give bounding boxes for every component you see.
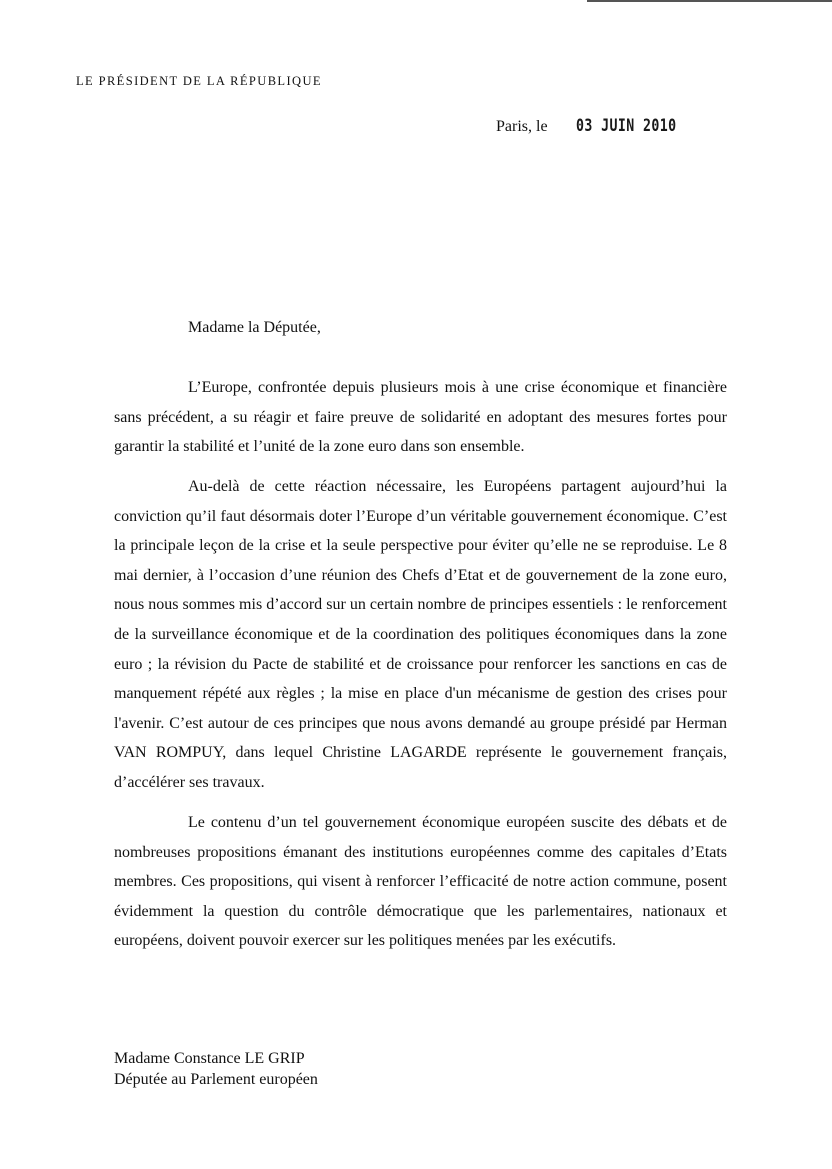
letterhead: LE PRÉSIDENT DE LA RÉPUBLIQUE xyxy=(76,74,322,88)
date-prefix: Paris, le xyxy=(496,118,548,135)
recipient-name: Madame Constance LE GRIP xyxy=(114,1050,305,1067)
recipient-block xyxy=(114,1048,318,1090)
scan-edge-line xyxy=(587,0,832,2)
paragraph-1: L’Europe, confrontée depuis plusieurs mois à une crise économique et financière sans précédent, a su réagir et faire preuve de solidarité en adoptant des mesures fortes pour garantir la stabilité et l’unité de la zone euro dans son ensemble. xyxy=(114,379,727,456)
date-stamp: 03 JUIN 2010 xyxy=(575,116,677,136)
recipient-title: Députée au Parlement européen xyxy=(114,1071,318,1088)
date-line xyxy=(496,116,704,136)
letter-body xyxy=(114,373,727,966)
salutation: Madame la Députée, xyxy=(188,319,321,336)
paragraph-2: Au-delà de cette réaction nécessaire, les Européens partagent aujourd’hui la conviction qu’il faut désormais doter l’Europe d’un véritable gouvernement économique. C’est la principale leçon de la crise et la seule perspective pour éviter qu’elle ne se reproduise. Le 8 mai dernier, à l’occasion d’une réunion des Chefs d’Etat et de gouvernement de la zone euro, nous nous sommes mis d’accord sur un certain nombre de principes essentiels : le renforcement de la surveillance économique et de la coordination des politiques économiques dans la zone euro ; la révision du Pacte de stabilité et de croissance pour renforcer les sanctions en cas de manquement répété aux règles ; la mise en place d'un mécanisme de gestion des crises pour l'avenir. C’est autour de ces principes que nous avons demandé au groupe présidé par Herman VAN ROMPUY, dans lequel Christine LAGARDE représente le gouvernement français, d’accélérer ses travaux. xyxy=(114,478,727,792)
paragraph-3: Le contenu d’un tel gouvernement économique européen suscite des débats et de nombreuses propositions émanant des institutions européennes comme des capitales d’Etats membres. Ces propositions, qui visent à renforcer l’efficacité de notre action commune, posent évidemment la question du contrôle démocratique que les parlementaires, nationaux et européens, doivent pouvoir exercer sur les politiques menées par les exécutifs. xyxy=(114,813,727,950)
